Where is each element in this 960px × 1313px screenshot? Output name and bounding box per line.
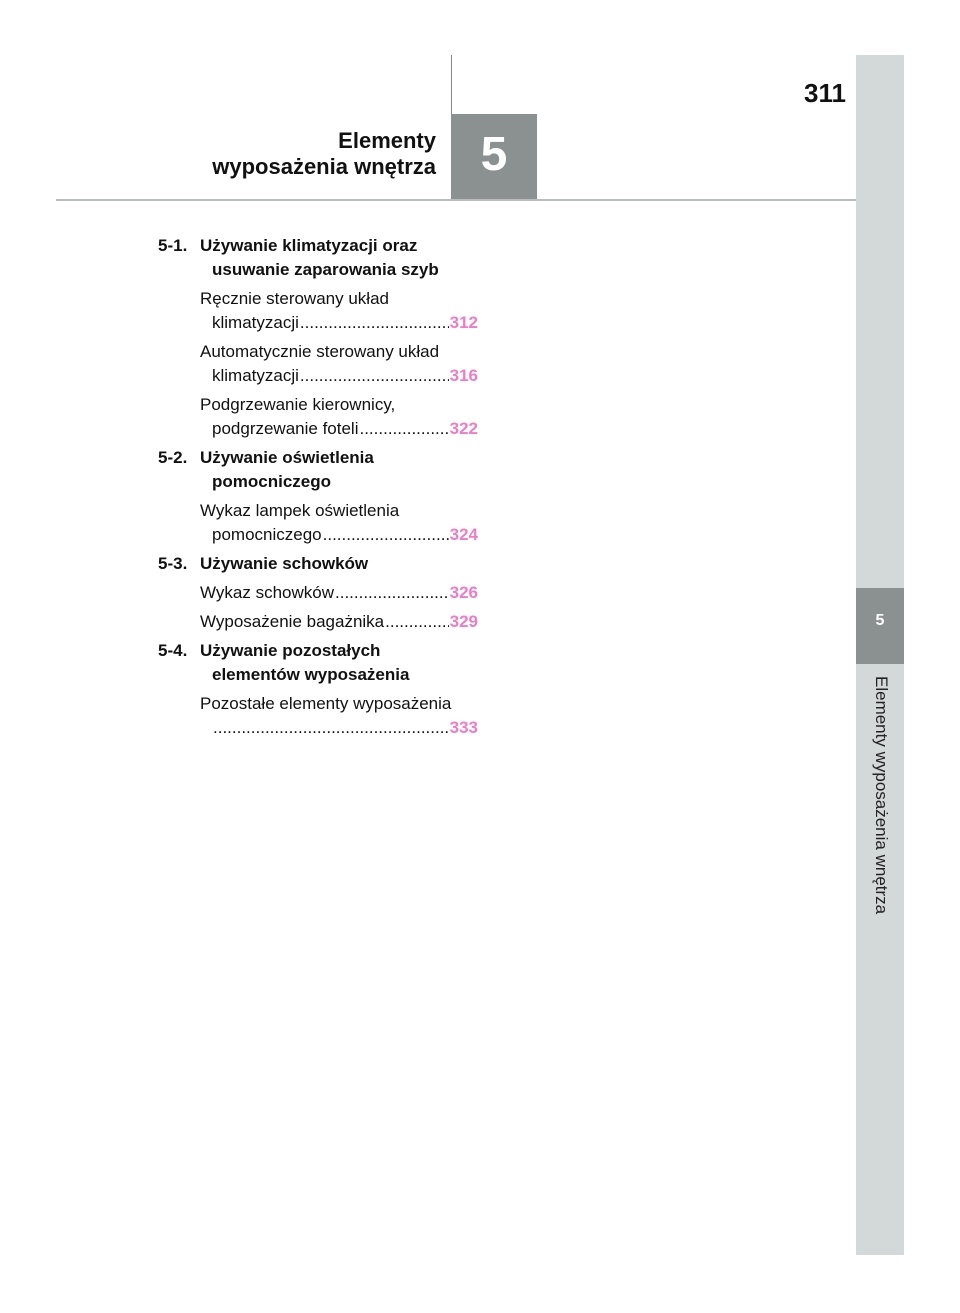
- entry-text-line: Pozostałe elementy wyposażenia: [200, 694, 452, 713]
- section-title: [200, 446, 478, 494]
- section-number: 5-3.: [158, 554, 188, 573]
- section-title: [200, 234, 478, 282]
- chapter-number: 5: [480, 128, 508, 181]
- page-reference[interactable]: 312: [449, 313, 478, 332]
- dot-leader: [300, 364, 449, 388]
- entry-text: Wykaz schowków: [200, 583, 334, 602]
- entry-text-line: Podgrzewanie kierownicy,: [200, 395, 396, 414]
- toc-section: [158, 234, 478, 441]
- page-reference[interactable]: 329: [449, 612, 478, 631]
- section-title: [200, 639, 478, 687]
- dot-leader: [385, 610, 448, 634]
- section-title-line: Używanie pozostałych: [200, 641, 381, 660]
- section-heading: [158, 639, 478, 687]
- section-number: 5-4.: [158, 641, 188, 660]
- section-title-line: Używanie oświetlenia: [200, 448, 374, 467]
- toc-section: [158, 446, 478, 547]
- toc-entry[interactable]: [200, 610, 478, 634]
- entry-leader-line: [200, 417, 478, 441]
- side-tab-title: Elementy wyposażenia wnętrza: [872, 676, 891, 915]
- entry-text-line: Ręcznie sterowany układ: [200, 289, 389, 308]
- section-title: [200, 552, 478, 576]
- dot-leader: [213, 716, 449, 740]
- header-divider: [451, 55, 452, 115]
- entry-text: klimatyzacji: [212, 313, 299, 332]
- entry-text: podgrzewanie foteli: [212, 419, 359, 438]
- toc-section: [158, 552, 478, 634]
- entry-leader-line: [200, 364, 478, 388]
- section-title-line: elementów wyposażenia: [212, 665, 410, 684]
- entry-text-line: Automatycznie sterowany układ: [200, 342, 440, 361]
- section-heading: [158, 234, 478, 282]
- toc-entry[interactable]: [200, 581, 478, 605]
- section-title-line: Używanie schowków: [200, 554, 369, 573]
- page-reference[interactable]: 322: [449, 419, 478, 438]
- section-heading: [158, 552, 478, 576]
- section-title-line: usuwanie zaparowania szyb: [212, 260, 439, 279]
- entry-leader-line: [200, 716, 478, 740]
- header-rule: [56, 199, 856, 201]
- page-reference[interactable]: 326: [449, 583, 478, 602]
- chapter-title-line: wyposażenia wnętrza: [212, 154, 436, 179]
- entry-text-line: Wykaz lampek oświetlenia: [200, 501, 400, 520]
- entry-text: Wyposażenie bagażnika: [200, 612, 385, 631]
- section-title-line: pomocniczego: [212, 472, 332, 491]
- toc-entry[interactable]: [200, 692, 478, 740]
- entry-leader-line: [200, 311, 478, 335]
- section-title-line: Używanie klimatyzacji oraz: [200, 236, 418, 255]
- dot-leader: [359, 417, 448, 441]
- toc-entry[interactable]: [200, 287, 478, 335]
- entry-leader-line: [200, 610, 478, 634]
- toc-entry[interactable]: [200, 393, 478, 441]
- toc-entry[interactable]: [200, 499, 478, 547]
- toc-section: [158, 639, 478, 740]
- side-tab-number: 5: [875, 612, 885, 629]
- dot-leader: [300, 311, 449, 335]
- dot-leader: [323, 523, 449, 547]
- table-of-contents: [158, 234, 478, 745]
- page-reference[interactable]: 324: [449, 525, 478, 544]
- toc-entry[interactable]: [200, 340, 478, 388]
- section-heading: [158, 446, 478, 494]
- section-number: 5-1.: [158, 236, 188, 255]
- page-reference[interactable]: 316: [449, 366, 478, 385]
- entry-text: klimatyzacji: [212, 366, 299, 385]
- page-reference[interactable]: 333: [449, 718, 478, 737]
- page-number: 311: [804, 78, 846, 108]
- entry-leader-line: [200, 581, 478, 605]
- section-number: 5-2.: [158, 448, 188, 467]
- entry-text: pomocniczego: [212, 525, 322, 544]
- dot-leader: [335, 581, 449, 605]
- chapter-title: [120, 128, 436, 180]
- entry-leader-line: [200, 523, 478, 547]
- chapter-title-line: Elementy: [338, 128, 436, 153]
